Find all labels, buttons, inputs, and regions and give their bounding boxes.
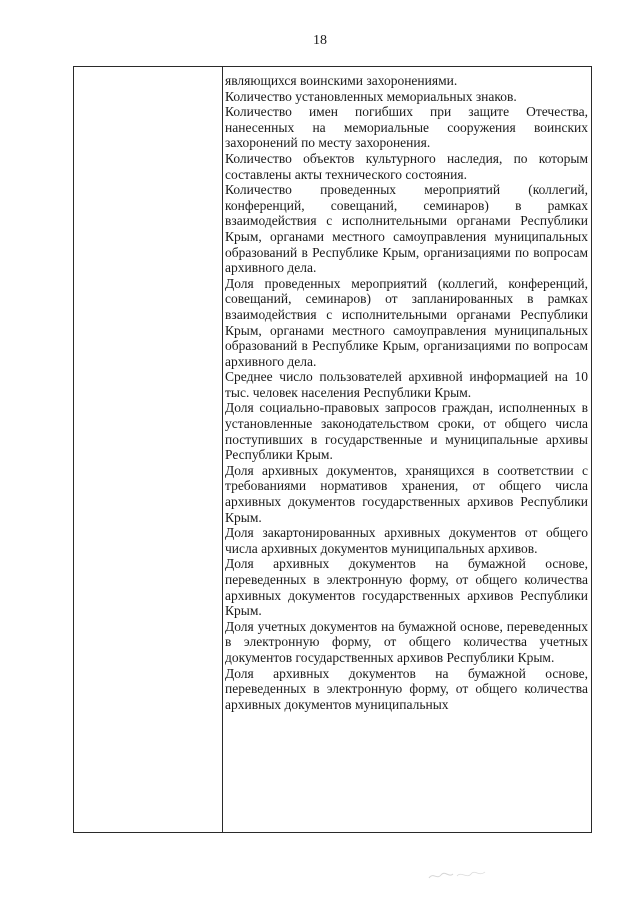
indicator-paragraph: Доля учетных документов на бумажной основе, переведенных в электронную форму, от общего количества учетных документов государственных архивов Республики Крым. bbox=[225, 618, 588, 665]
left-column-cell bbox=[74, 67, 222, 832]
indicator-paragraph: Количество объектов культурного наследия, по которым составлены акты технического состояния. bbox=[225, 150, 588, 182]
indicator-paragraph: Доля архивных документов на бумажной основе, переведенных в электронную форму, от общего количества архивных документов муниципальных bbox=[225, 665, 588, 712]
indicator-paragraph: Доля закартонированных архивных документов от общего числа архивных документов муниципальных архивов. bbox=[225, 525, 588, 556]
column-divider bbox=[222, 67, 223, 832]
indicator-paragraph: Доля архивных документов, хранящихся в соответствии с требованиями нормативов хранения, от общего числа архивных документов государственных архивов Республики Крым. bbox=[225, 462, 588, 525]
indicator-paragraph: являющихся воинскими захоронениями. bbox=[225, 73, 458, 88]
indicator-paragraph: Доля архивных документов на бумажной основе, переведенных в электронную форму, от общего количества архивных документов государственных архивов Республики Крым. bbox=[225, 556, 588, 619]
indicator-paragraph: Количество имен погибших при защите Отечества, нанесенных на мемориальные сооружения воинских захоронений по месту захоронения. bbox=[225, 104, 588, 151]
indicator-paragraph: Доля социально-правовых запросов граждан, исполненных в установленные законодательством сроки, от общего числа поступивших в государственные и муниципальные архивы Республики Крым. bbox=[225, 400, 588, 463]
indicator-paragraph: Доля проведенных мероприятий (коллегий, конференций, совещаний, семинаров) от запланированных в рамках взаимодействия с исполнительными органами Республики Крым, органами местного самоуправления муниципальных образований в Республике Крым, организациями по вопросам архивного дела. bbox=[225, 275, 588, 369]
indicator-paragraph: Количество установленных мемориальных знаков. bbox=[225, 88, 517, 104]
indicators-table bbox=[73, 66, 592, 833]
indicator-paragraph: Количество проведенных мероприятий (коллегий, конференций, совещаний, семинаров) в рамках взаимодействия с исполнительными органами Республики Крым, органами местного самоуправления муниципальных образований в Республике Крым, организациями по вопросам архивного дела. bbox=[225, 182, 588, 276]
scan-smudge bbox=[425, 866, 489, 884]
indicator-paragraph: Среднее число пользователей архивной информацией на 10 тыс. человек населения Республики Крым. bbox=[225, 369, 588, 400]
page-number: 18 bbox=[313, 33, 327, 48]
indicators-cell bbox=[225, 73, 588, 712]
